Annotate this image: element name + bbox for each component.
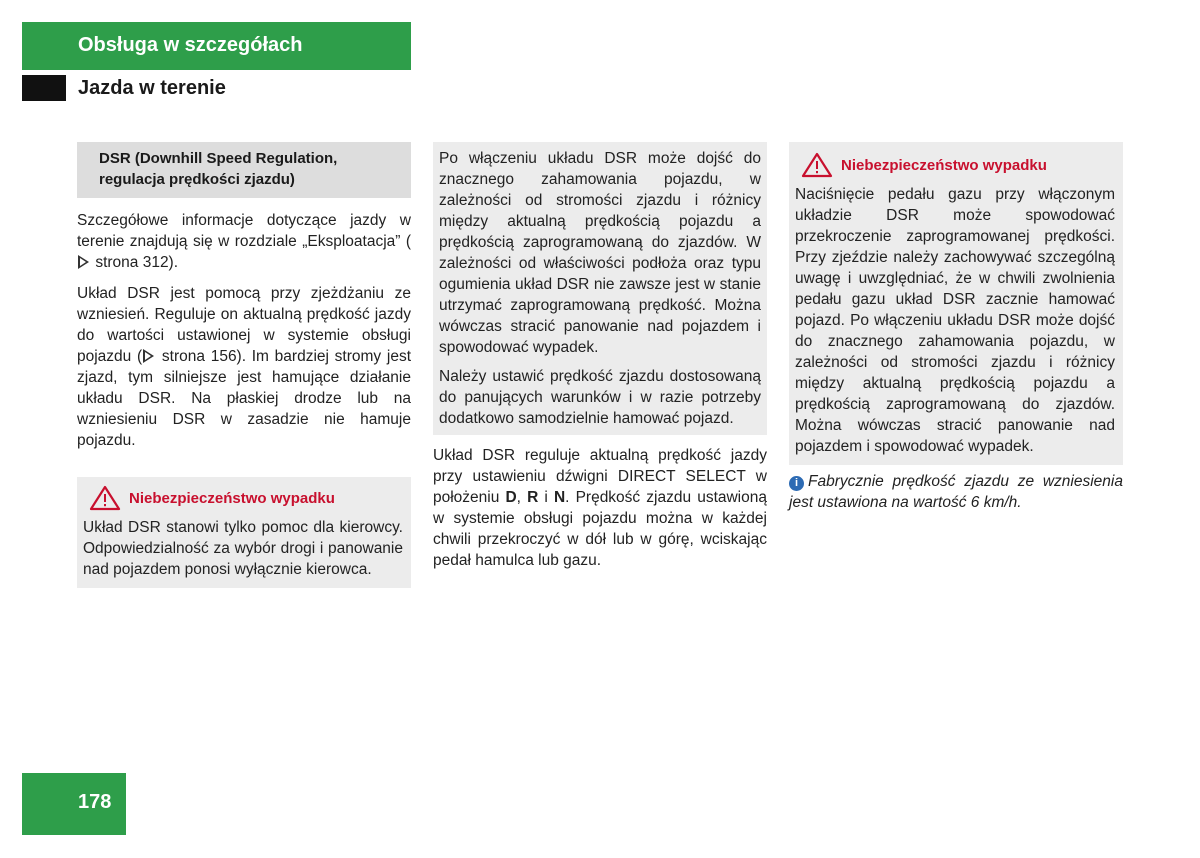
column-3 [789, 142, 1123, 523]
gear-r: R [527, 489, 539, 506]
dsr-heading-line-1: DSR (Downhill Speed Regulation, [99, 150, 338, 167]
section-header-bar [22, 22, 411, 70]
paragraph-direct-select [433, 445, 767, 571]
page-ref-arrow-icon [78, 255, 89, 269]
section-title: Obsługa w szczegółach [78, 34, 303, 56]
gear-n: N [553, 489, 566, 506]
paragraph-info-reference [77, 210, 411, 273]
dsr-heading-box [77, 142, 411, 198]
info-box-paragraph-1: Po włączeniu układu DSR może dojść do znacznego zahamowania pojazdu, w zależności od stromości zjazdu i różnicy między aktualną prędkością pojazdu a prędkością zaprogramowaną do zjazdów. W zależności od właściwości podłoża oraz typu ogumienia układ DSR nie zawsze jest w stanie utrzymać zaprogramowaną prędkość. Można wówczas stracić panowanie nad pojazdem i spowodować wypadek. [439, 150, 761, 356]
dsr-heading-line-2: regulacja prędkości zjazdu) [99, 171, 295, 188]
warning-body [77, 515, 411, 588]
warning-body [789, 182, 1123, 465]
paragraph-dsr-description [77, 283, 411, 451]
page-ref-text: strona 312). [95, 254, 179, 271]
warning-triangle-icon [89, 485, 121, 511]
subsection-marker [22, 75, 66, 101]
warning-heading [77, 477, 411, 515]
paragraph-text: Układ DSR reguluje aktualną prędkość jazdy przy ustawieniu dźwigni DIRECT SELECT w położeniu [433, 447, 767, 506]
info-box-paragraph-2: Należy ustawić prędkość zjazdu dostosowaną do panujących warunków i w razie potrzeby dodatkowo samodzielnie hamować pojazd. [439, 368, 761, 427]
warning-title: Niebezpieczeństwo wypadku [129, 489, 335, 507]
info-icon: i [789, 476, 804, 491]
page-number-box [22, 773, 126, 835]
page-number: 178 [78, 791, 112, 813]
info-box [433, 142, 767, 435]
separator: , [516, 489, 528, 506]
paragraph-text: . Prędkość zjazdu ustawioną w systemie obsługi pojazdu można w każdej chwili przekroczyć w dół lub w górę, wciskając pedał hamulca lub gazu. [433, 489, 767, 569]
info-note-text: Fabrycznie prędkość zjazdu ze wzniesienia jest ustawiona na wartość 6 km/h. [789, 473, 1123, 511]
warning-title: Niebezpieczeństwo wypadku [841, 156, 1047, 174]
column-2 [433, 142, 767, 581]
paragraph-text: strona 156). Im bardziej stromy jest zjazd, tym silniejsze jest hamujące działanie układu DSR. Na płaskiej drodze lub na wzniesieniu DSR w zasadzie nie hamuje pojazdu. [77, 348, 412, 449]
page-ref-arrow-icon [143, 349, 154, 363]
paragraph-text: Układ DSR jest pomocą przy zjeżdżaniu ze wzniesień. Reguluje on aktualną prędkość jazdy do wartości ustawionej w systemie obsługi pojazdu ( [77, 285, 411, 365]
separator: i [538, 489, 554, 506]
warning-triangle-icon [801, 152, 833, 178]
subsection-title: Jazda w terenie [78, 77, 226, 99]
warning-heading [789, 142, 1123, 182]
warning-box [789, 142, 1123, 465]
info-note [789, 471, 1123, 513]
paragraph-text: Szczegółowe informacje dotyczące jazdy w terenie znajdują się w rozdziale „Eksploatacja” ( [77, 212, 411, 250]
column-1 [77, 142, 411, 588]
warning-text: Układ DSR stanowi tylko pomoc dla kierowcy. Odpowiedzialność za wybór drogi i panowanie nad pojazdem ponosi wyłącznie kierowca. [83, 519, 403, 578]
warning-box [77, 477, 411, 588]
gear-d: D [505, 489, 517, 506]
warning-text: Naciśnięcie pedału gazu przy włączonym układzie DSR może spowodować przekroczenie zaprogramowanej prędkości. Przy zjeździe należy zachowywać szczególną uwagę i uwzględniać, że w chwili zwolnienia pedału gazu układ DSR zacznie hamować pojazd. Po włączeniu układu DSR może dojść do znacznego zahamowania pojazdu, w zależności od stromości zjazdu i różnicy między aktualną prędkością pojazdu a prędkością zaprogramowaną do zjazdów. Można wówczas stracić panowanie nad pojazdem i spowodować wypadek. [795, 186, 1115, 455]
